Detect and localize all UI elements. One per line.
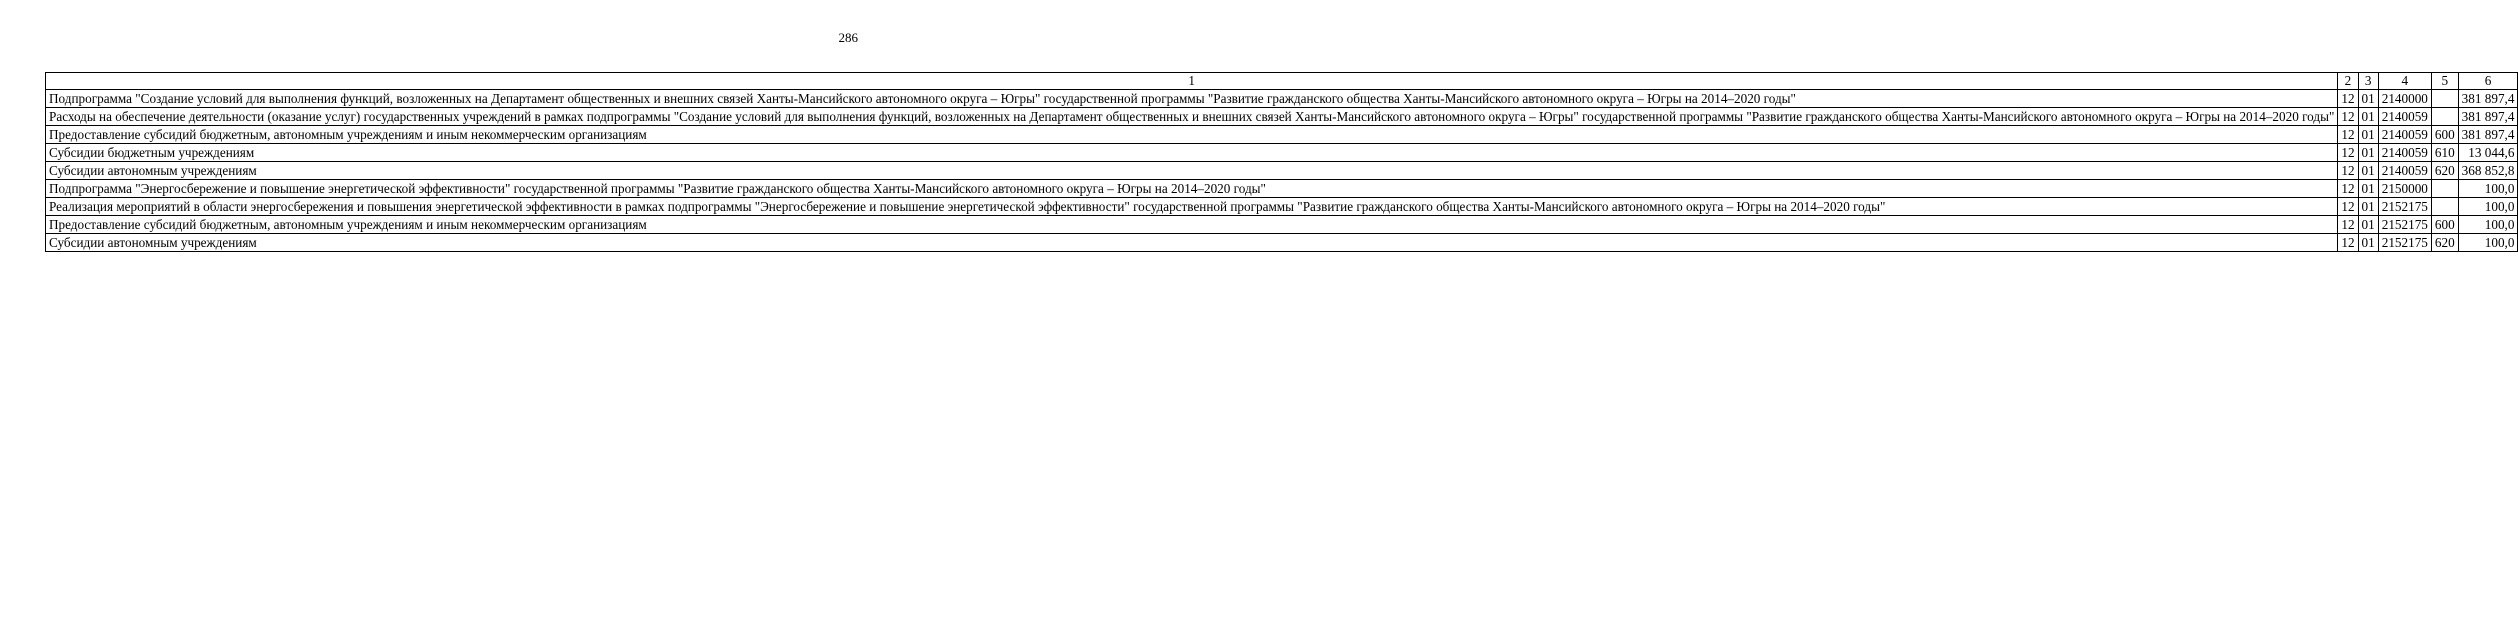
expense-kind-cell: 600 — [2431, 126, 2458, 144]
table-row — [46, 144, 2518, 162]
table-row — [46, 198, 2518, 216]
subsection-code-cell: 01 — [2358, 144, 2378, 162]
subsection-code-cell: 01 — [2358, 198, 2378, 216]
amount-cell: 100,0 — [2458, 234, 2518, 252]
table-row — [46, 162, 2518, 180]
section-code-cell: 12 — [2338, 216, 2358, 234]
table-row — [46, 90, 2518, 108]
amount-cell: 100,0 — [2458, 198, 2518, 216]
table-header-row — [46, 73, 2518, 90]
table-row — [46, 180, 2518, 198]
table-row — [46, 108, 2518, 126]
expense-kind-cell: 620 — [2431, 162, 2458, 180]
target-article-cell: 2140000 — [2378, 90, 2431, 108]
expense-name-cell: Предоставление субсидий бюджетным, автономным учреждениям и иным некоммерческим организациям — [46, 126, 2338, 144]
expense-name-cell: Подпрограмма "Энергосбережение и повышение энергетической эффективности" государственной программы "Развитие гражданского общества Ханты-Мансийского автономного округа – Югры на 2014–2020 годы" — [46, 180, 2338, 198]
section-code-cell: 12 — [2338, 198, 2358, 216]
section-code-cell: 12 — [2338, 162, 2358, 180]
subsection-code-cell: 01 — [2358, 216, 2378, 234]
section-code-cell: 12 — [2338, 126, 2358, 144]
header-col-3: 3 — [2358, 73, 2378, 90]
expense-name-cell: Реализация мероприятий в области энергосбережения и повышения энергетической эффективности в рамках подпрограммы "Энергосбережение и повышение энергетической эффективности" государственной программы "Развитие гражданского общества Ханты-Мансийского автономного округа – Югры на 2014–2020 годы" — [46, 198, 2338, 216]
table-row — [46, 216, 2518, 234]
amount-cell: 381 897,4 — [2458, 108, 2518, 126]
target-article-cell: 2140059 — [2378, 144, 2431, 162]
amount-cell: 100,0 — [2458, 216, 2518, 234]
table-row — [46, 126, 2518, 144]
target-article-cell: 2152175 — [2378, 234, 2431, 252]
expense-kind-cell: 610 — [2431, 144, 2458, 162]
section-code-cell: 12 — [2338, 108, 2358, 126]
amount-cell: 368 852,8 — [2458, 162, 2518, 180]
target-article-cell: 2152175 — [2378, 216, 2431, 234]
header-col-4: 4 — [2378, 73, 2431, 90]
expense-kind-cell — [2431, 108, 2458, 126]
table-body — [46, 90, 2518, 252]
table-row — [46, 234, 2518, 252]
section-code-cell: 12 — [2338, 144, 2358, 162]
expense-kind-cell — [2431, 180, 2458, 198]
page-number: 286 — [838, 30, 858, 45]
header-col-2: 2 — [2338, 73, 2358, 90]
target-article-cell: 2140059 — [2378, 108, 2431, 126]
amount-cell: 381 897,4 — [2458, 90, 2518, 108]
section-code-cell: 12 — [2338, 180, 2358, 198]
header-col-5: 5 — [2431, 73, 2458, 90]
expense-name-cell: Предоставление субсидий бюджетным, автономным учреждениям и иным некоммерческим организациям — [46, 216, 2338, 234]
target-article-cell: 2150000 — [2378, 180, 2431, 198]
target-article-cell: 2152175 — [2378, 198, 2431, 216]
subsection-code-cell: 01 — [2358, 180, 2378, 198]
expense-name-cell: Подпрограмма "Создание условий для выполнения функций, возложенных на Департамент общественных и внешних связей Ханты-Мансийского автономного округа – Югры" государственной программы "Развитие гражданского общества Ханты-Мансийского автономного округа – Югры на 2014–2020 годы" — [46, 90, 2338, 108]
expense-kind-cell: 620 — [2431, 234, 2458, 252]
expense-kind-cell — [2431, 90, 2458, 108]
expense-kind-cell — [2431, 198, 2458, 216]
section-code-cell: 12 — [2338, 90, 2358, 108]
expense-name-cell: Субсидии автономным учреждениям — [46, 234, 2338, 252]
target-article-cell: 2140059 — [2378, 162, 2431, 180]
amount-cell: 13 044,6 — [2458, 144, 2518, 162]
subsection-code-cell: 01 — [2358, 126, 2378, 144]
section-code-cell: 12 — [2338, 234, 2358, 252]
expense-name-cell: Расходы на обеспечение деятельности (оказание услуг) государственных учреждений в рамках подпрограммы "Создание условий для выполнения функций, возложенных на Департамент общественных и внешних связей Ханты-Мансийского автономного округа – Югры" государственной программы "Развитие гражданского общества Ханты-Мансийского автономного округа – Югры на 2014–2020 годы" — [46, 108, 2338, 126]
header-col-1: 1 — [46, 73, 2338, 90]
header-col-6: 6 — [2458, 73, 2518, 90]
expense-name-cell: Субсидии автономным учреждениям — [46, 162, 2338, 180]
target-article-cell: 2140059 — [2378, 126, 2431, 144]
expense-kind-cell: 600 — [2431, 216, 2458, 234]
subsection-code-cell: 01 — [2358, 162, 2378, 180]
budget-table — [45, 72, 2518, 252]
subsection-code-cell: 01 — [2358, 108, 2378, 126]
expense-name-cell: Субсидии бюджетным учреждениям — [46, 144, 2338, 162]
subsection-code-cell: 01 — [2358, 90, 2378, 108]
subsection-code-cell: 01 — [2358, 234, 2378, 252]
amount-cell: 381 897,4 — [2458, 126, 2518, 144]
amount-cell: 100,0 — [2458, 180, 2518, 198]
